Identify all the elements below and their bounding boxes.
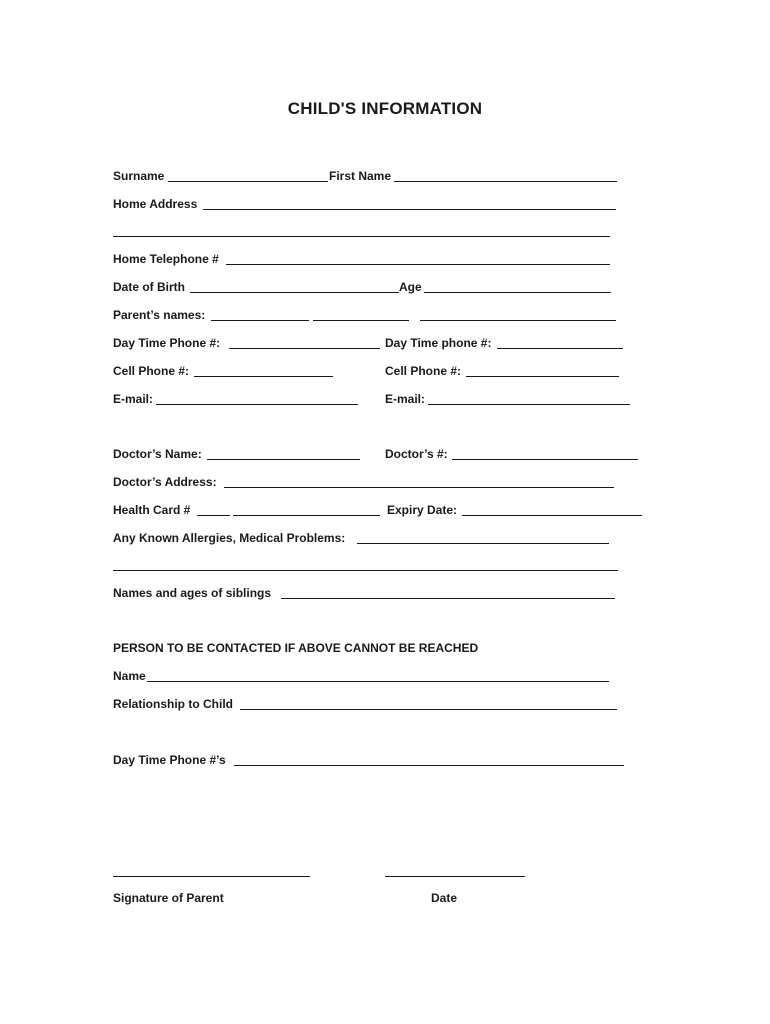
date-label: Date xyxy=(431,891,458,905)
signature-field[interactable] xyxy=(113,876,310,877)
form-title: CHILD'S INFORMATION xyxy=(287,99,483,118)
day-time-phone-1-label: Day Time Phone #: xyxy=(113,336,221,350)
expiry-date-label: Expiry Date: xyxy=(387,503,458,517)
email-2-label: E-mail: xyxy=(385,392,426,406)
email-1-label: E-mail: xyxy=(113,392,154,406)
home-address-field[interactable] xyxy=(203,209,616,210)
first-name-field[interactable] xyxy=(394,181,617,182)
doctors-number-field[interactable] xyxy=(452,459,638,460)
surname-field[interactable] xyxy=(168,181,328,182)
first-name-label: First Name xyxy=(329,169,392,183)
allergies-label: Any Known Allergies, Medical Problems: xyxy=(113,531,346,545)
emergency-name-label: Name xyxy=(113,669,146,683)
home-address-line-2-field[interactable] xyxy=(113,236,610,237)
emergency-phones-label: Day Time Phone #’s xyxy=(113,753,226,767)
allergies-field[interactable] xyxy=(357,543,609,544)
doctors-number-label: Doctor’s #: xyxy=(385,447,448,461)
date-field[interactable] xyxy=(385,876,525,877)
doctors-name-field[interactable] xyxy=(207,459,360,460)
health-card-field-2[interactable] xyxy=(233,515,380,516)
home-telephone-field[interactable] xyxy=(226,264,610,265)
parent-2-name-field[interactable] xyxy=(313,320,409,321)
siblings-label: Names and ages of siblings xyxy=(113,586,272,600)
email-2-field[interactable] xyxy=(428,404,630,405)
surname-label: Surname xyxy=(113,169,165,183)
parent-1-name-field[interactable] xyxy=(211,320,309,321)
day-time-phone-1-field[interactable] xyxy=(229,348,380,349)
emergency-phones-field[interactable] xyxy=(234,765,624,766)
email-1-field[interactable] xyxy=(156,404,358,405)
home-telephone-label: Home Telephone # xyxy=(113,252,219,266)
parents-names-label: Parent’s names: xyxy=(113,308,206,322)
parent-3-name-field[interactable] xyxy=(420,320,616,321)
expiry-date-field[interactable] xyxy=(462,515,642,516)
relationship-field[interactable] xyxy=(240,709,617,710)
signature-label: Signature of Parent xyxy=(113,891,224,905)
day-time-phone-2-label: Day Time phone #: xyxy=(385,336,492,350)
age-label: Age xyxy=(399,280,422,294)
doctors-name-label: Doctor’s Name: xyxy=(113,447,202,461)
allergies-line-2-field[interactable] xyxy=(113,570,618,571)
emergency-name-field[interactable] xyxy=(147,681,609,682)
cell-phone-1-field[interactable] xyxy=(194,376,333,377)
cell-phone-1-label: Cell Phone #: xyxy=(113,364,190,378)
home-address-label: Home Address xyxy=(113,197,198,211)
date-of-birth-label: Date of Birth xyxy=(113,280,185,294)
date-of-birth-field[interactable] xyxy=(190,292,399,293)
emergency-contact-heading: PERSON TO BE CONTACTED IF ABOVE CANNOT BE REACHED xyxy=(113,641,479,655)
doctors-address-field[interactable] xyxy=(224,487,614,488)
cell-phone-2-field[interactable] xyxy=(466,376,619,377)
doctors-address-label: Doctor’s Address: xyxy=(113,475,217,489)
relationship-label: Relationship to Child xyxy=(113,697,233,711)
age-field[interactable] xyxy=(424,292,611,293)
health-card-label: Health Card # xyxy=(113,503,191,517)
day-time-phone-2-field[interactable] xyxy=(497,348,623,349)
siblings-field[interactable] xyxy=(281,598,615,599)
health-card-field-1[interactable] xyxy=(197,515,230,516)
cell-phone-2-label: Cell Phone #: xyxy=(385,364,462,378)
